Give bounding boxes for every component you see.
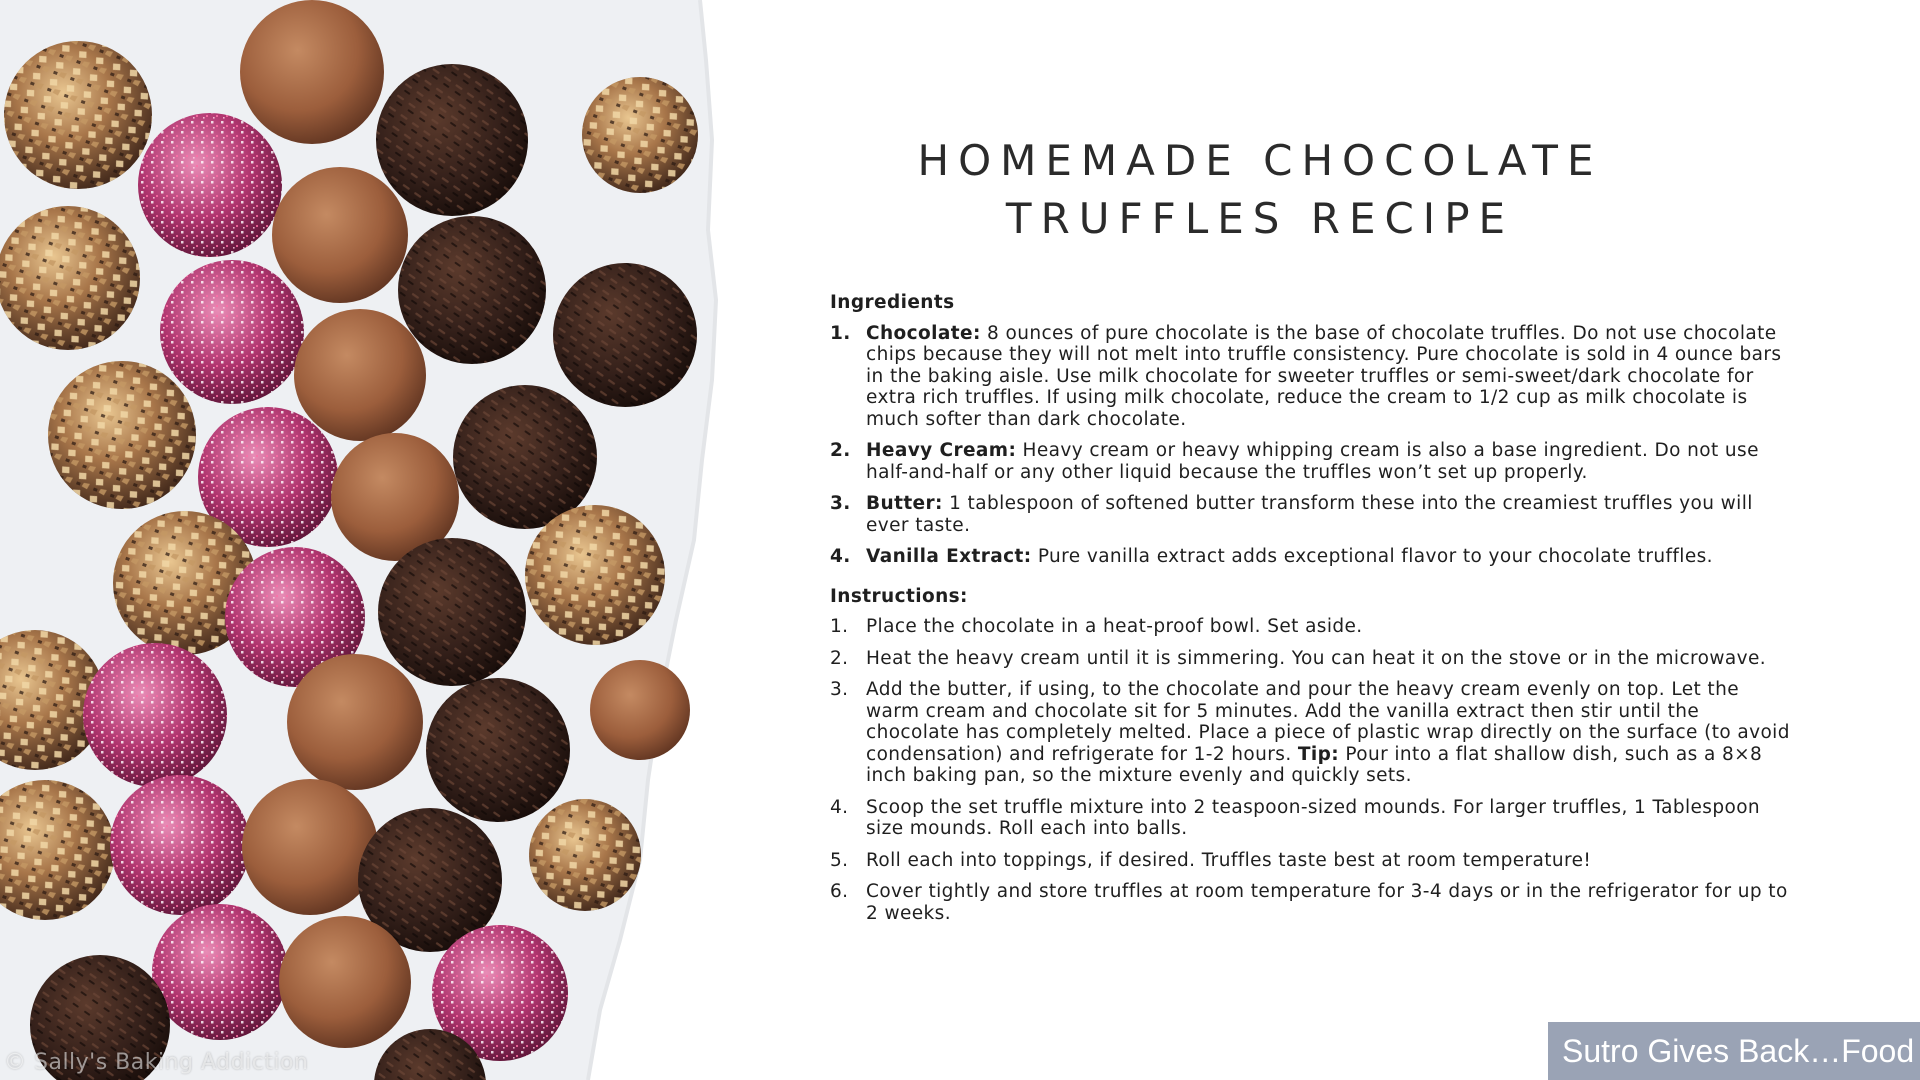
ingredients-list [830,323,1790,568]
step-number: 3. [830,679,849,700]
ingredient-term: Chocolate: [866,322,981,344]
recipe-body [830,292,1790,942]
tip-text: Pour into a flat shallow dish, such as a 8×8 inch baking pan, so the mixture evenly and quickly sets. [866,743,1763,786]
page-title [820,132,1700,248]
step-text: Add the butter, if using, to the chocolate and pour the heavy cream evenly on top. Let the warm cream and chocolate sit for 5 minutes. Add the vanilla extract then stir until the chocolate has completely melted. Place a piece of plastic wrap directly on the surface (to avoid condensation) and refrigerate for 1-2 hours. [866,679,1790,765]
title-line-2: TRUFFLES RECIPE [1005,194,1515,243]
instruction-step [830,616,1790,638]
step-number: 6. [830,881,849,902]
title-line-1: HOMEMADE CHOCOLATE [917,136,1603,185]
ingredient-term: Butter: [866,493,943,514]
ingredient-term: Vanilla Extract: [866,546,1032,567]
truffles-photo [0,0,720,1080]
tip-label: Tip: [1297,743,1340,765]
step-number: 2. [830,647,849,669]
ingredient-number: 3. [830,493,851,514]
instructions-list [830,616,1790,924]
ingredient-item [830,323,1790,431]
step-number: 5. [830,849,849,871]
ingredient-number: 4. [830,546,851,567]
ingredient-item [830,493,1790,536]
instruction-step [830,850,1790,872]
instruction-step [830,797,1790,840]
step-text: Place the chocolate in a heat-proof bowl. Set aside. [866,616,1363,637]
ingredient-term: Heavy Cream: [866,440,1017,461]
instruction-step [830,648,1790,670]
footer-badge: Sutro Gives Back…Food [1548,1022,1920,1080]
ingredients-heading: Ingredients [830,292,955,313]
instructions-heading: Instructions: [830,585,968,607]
instruction-step [830,881,1790,924]
ingredient-item [830,546,1790,568]
ingredient-text: Pure vanilla extract adds exceptional flavor to your chocolate truffles. [1031,546,1713,567]
ingredient-text: 8 ounces of pure chocolate is the base of chocolate truffles. Do not use chocolate chips because they will not melt into truffle consistency. Pure chocolate is sold in 4 ounce bars in the baking aisle. Use milk chocolate for sweeter truffles or semi-sweet/dark chocolate for extra rich truffles. If using milk chocolate, reduce the cream to 1/2 cup as milk chocolate is much softer than dark chocolate. [866,322,1782,430]
ingredient-number: 2. [830,440,851,461]
step-number: 4. [830,796,849,818]
step-text: Heat the heavy cream until it is simmering. You can heat it on the stove or in the microwave. [866,647,1767,669]
step-number: 1. [830,616,849,637]
step-text: Scoop the set truffle mixture into 2 teaspoon-sized mounds. For larger truffles, 1 Tablespoon size mounds. Roll each into balls. [866,796,1761,839]
ingredient-number: 1. [830,322,851,344]
photo-watermark: © Sally's Baking Addiction [4,1050,309,1075]
ingredient-item [830,440,1790,483]
instruction-step [830,679,1790,787]
step-text: Roll each into toppings, if desired. Truffles taste best at room temperature! [866,849,1592,871]
ingredient-text: 1 tablespoon of softened butter transform these into the creamiest truffles you will ever taste. [866,493,1753,536]
step-text: Cover tightly and store truffles at room temperature for 3-4 days or in the refrigerator for up to 2 weeks. [866,881,1788,924]
ingredient-text: Heavy cream or heavy whipping cream is also a base ingredient. Do not use half-and-half or any other liquid because the truffles won’t set up properly. [866,440,1759,483]
